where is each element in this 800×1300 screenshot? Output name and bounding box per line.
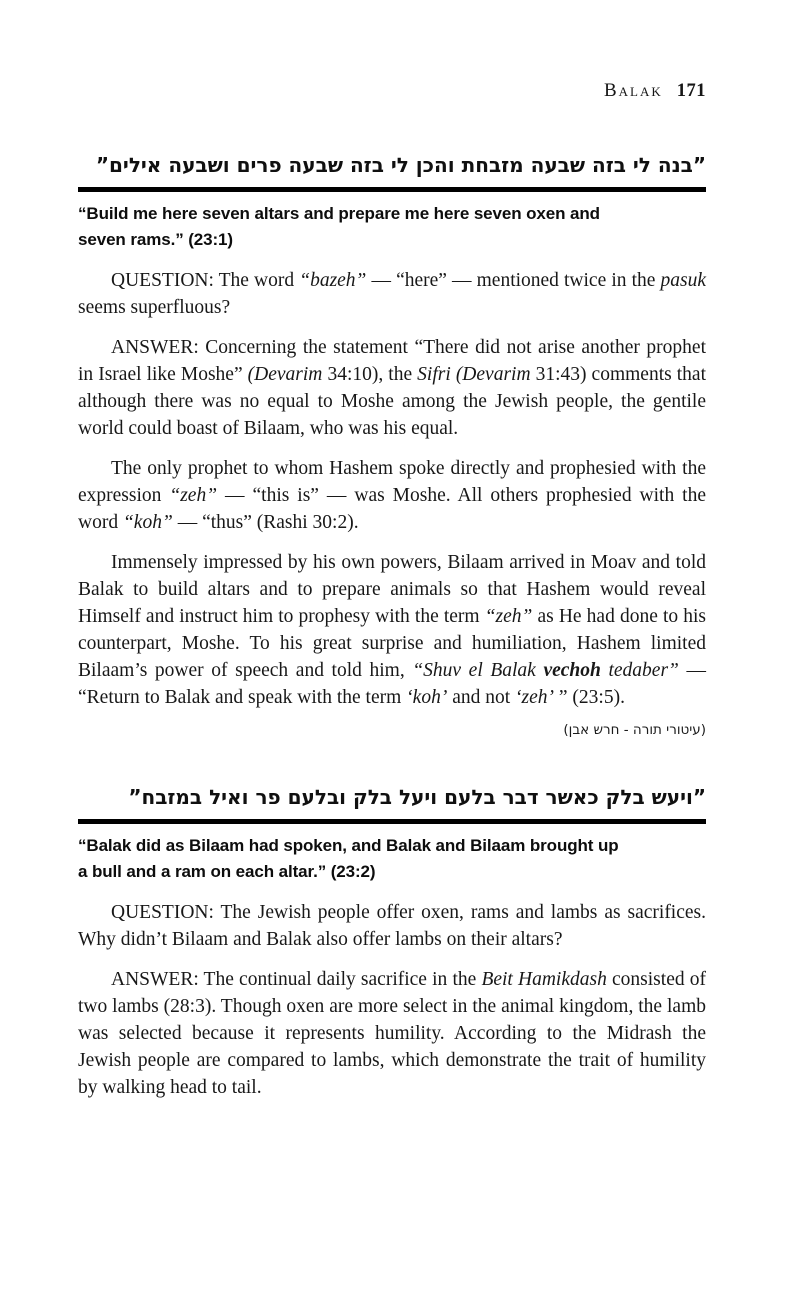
text-segment: vechoh (543, 660, 601, 681)
text-segment: — “here” — mentioned twice in the (366, 270, 661, 291)
hebrew-verse-heading: ”בנה לי בזה שבעה מזבחת והכן לי בזה שבעה פרים ושבעה אילים” (95, 153, 706, 177)
commentary-section-1 (78, 150, 706, 738)
parsha-title: Balak (603, 80, 663, 101)
paragraph-group (78, 267, 706, 711)
body-paragraph (78, 549, 706, 711)
text-segment: 34:10), the (322, 364, 418, 385)
heading-divider-rule (78, 187, 706, 192)
text-segment: pasuk (660, 270, 706, 291)
text-segment: (Devarim (455, 364, 531, 385)
commentary-section-2 (78, 782, 706, 1101)
text-segment: Immensely impressed by his own powers, Bilaam arrived in Moav and told Balak to build altars and to prepare animals so that Hashem would reveal Himself and instruct him to prophesy with the term (78, 552, 706, 627)
text-segment: ” (23:5). (554, 687, 625, 708)
running-header (78, 80, 706, 102)
text-segment: and not (447, 687, 516, 708)
text-segment: — “Return to Balak and speak with the term (78, 660, 706, 708)
text-segment: Sifri (417, 364, 451, 385)
text-segment: consisted of two lambs (28:3). Though oxen are more select in the animal kingdom, the lamb was selected because it represents humility. According to the Midrash the Jewish people are compared to lambs, which demonstrate the trait of humility by walking head to tail. (78, 969, 707, 1098)
text-segment: “Shuv el Balak (412, 660, 544, 681)
text-segment: “zeh” (484, 606, 533, 627)
body-paragraph (78, 966, 706, 1101)
text-segment: ANSWER: Concerning the statement “There did not arise another prophet in Israel like Moshe” (78, 337, 706, 385)
text-segment: Beit Hamikdash (481, 969, 607, 990)
body-paragraph (78, 334, 706, 442)
body-paragraph (78, 899, 706, 953)
source-attribution: (עיטורי תורה - חרש אבן) (563, 722, 706, 738)
body-paragraph (78, 267, 706, 321)
text-segment: “zeh” (169, 485, 218, 506)
text-segment: — “thus” (Rashi 30:2). (172, 512, 359, 533)
text-segment: 31:43) comments that although there was no equal to Moshe among the Jewish people, the gentile world could boast of Bilaam, who was his equal. (78, 364, 707, 439)
paragraph-group (78, 899, 706, 1101)
text-segment: seems superfluous? (78, 297, 231, 318)
page-number: 171 (676, 81, 706, 101)
text-segment: The only prophet to whom Hashem spoke directly and prophesied with the expression (78, 458, 706, 506)
text-segment: QUESTION: The word (111, 270, 300, 291)
text-segment: tedaber” (600, 660, 679, 681)
english-verse-heading: “Build me here seven altars and prepare me here seven oxen and seven rams.” (23:1) (78, 204, 600, 249)
text-segment: — “this is” — was Moshe. All others prophesied with the word (78, 485, 706, 533)
text-segment: ANSWER: The continual daily sacrifice in the (111, 969, 482, 990)
text-segment: as He had done to his counterpart, Moshe. To his great surprise and humiliation, Hashem limited Bilaam’s power of speech and told him, (78, 606, 707, 681)
english-verse-heading: “Balak did as Bilaam had spoken, and Balak and Bilaam brought up a bull and a ram on each altar.” (23:2) (78, 836, 619, 881)
heading-divider-rule (78, 819, 706, 824)
hebrew-verse-heading: ”ויעש בלק כאשר דבר בלעם ויעל בלק ובלעם פר ואיל במזבח” (128, 785, 706, 809)
text-segment: “bazeh” (299, 270, 367, 291)
text-segment: ‘zeh’ (515, 687, 555, 708)
body-paragraph (78, 455, 706, 536)
text-segment: ‘koh’ (406, 687, 448, 708)
page-content (78, 80, 706, 1101)
text-segment: (Devarim (247, 364, 323, 385)
text-segment: “koh” (122, 512, 173, 533)
text-segment: QUESTION: The Jewish people offer oxen, rams and lambs as sacrifices. Why didn’t Bilaam and Balak also offer lambs on their altars? (78, 902, 706, 950)
